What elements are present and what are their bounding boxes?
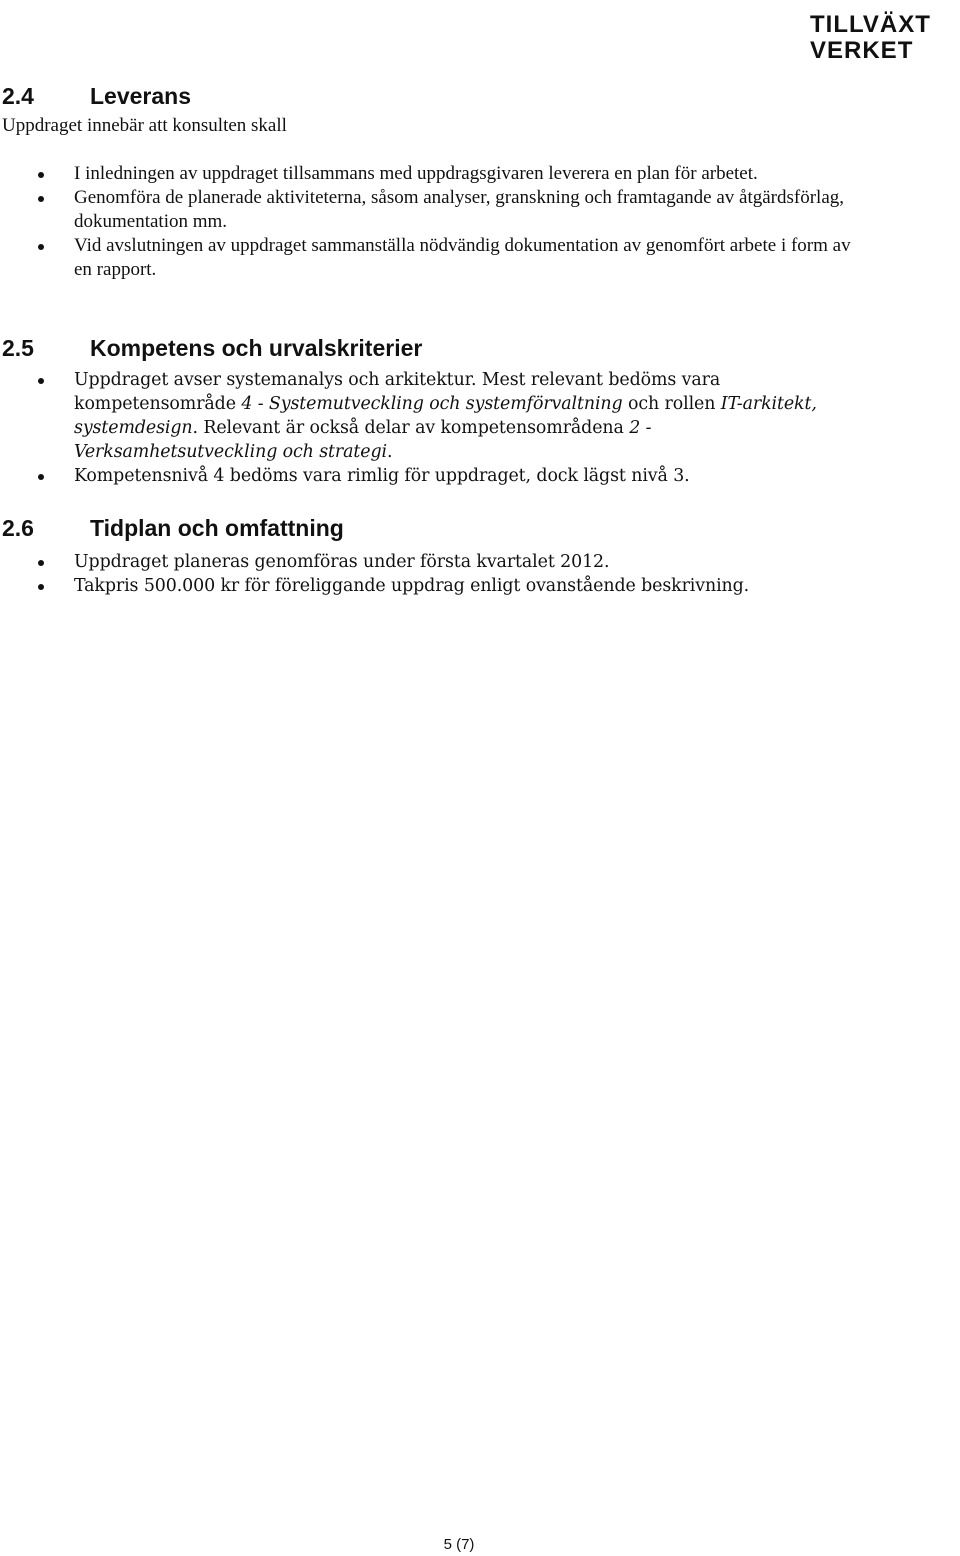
bullet-icon xyxy=(38,474,44,480)
tillvaxtverket-logo xyxy=(806,6,956,62)
list-item: I inledningen av uppdraget tillsammans med uppdragsgivaren leverera en plan för arbetet. xyxy=(0,162,854,186)
bullet-list-leverans xyxy=(0,162,854,282)
section-intro: Uppdraget innebär att konsulten skall xyxy=(2,115,287,136)
page-number: 5 (7) xyxy=(443,1536,475,1553)
section-heading-2-4 xyxy=(0,82,191,110)
bullet-icon xyxy=(38,196,44,202)
bullet-list-tidplan xyxy=(0,550,854,598)
list-item: Vid avslutningen av uppdraget sammanställa nödvändig dokumentation av genomfört arbete i form av en rapport. xyxy=(0,234,854,282)
section-title: Kompetens och urvalskriterier xyxy=(90,335,423,361)
section-heading-2-5 xyxy=(0,334,422,362)
bullet-icon xyxy=(38,584,44,590)
section-number: 2.5 xyxy=(2,335,34,361)
logo-line2: VERKET xyxy=(810,37,914,62)
logo-line1: TILLVÄXT xyxy=(810,11,931,38)
list-item: Uppdraget avser systemanalys och arkitektur. Mest relevant bedöms vara kompetensområde 4 - Systemutveckling och systemförvaltning och rollen IT-arkitekt, systemdesign. Relevant är också delar av kompetensområdena 2 - Verksamhetsutveckling och strategi. xyxy=(0,368,854,464)
list-item: Takpris 500.000 kr för föreliggande uppdrag enligt ovanstående beskrivning. xyxy=(0,574,854,598)
section-heading-2-6 xyxy=(0,514,344,542)
section-number: 2.6 xyxy=(2,515,34,541)
bullet-icon xyxy=(38,560,44,566)
bullet-icon xyxy=(38,244,44,250)
list-item: Uppdraget planeras genomföras under första kvartalet 2012. xyxy=(0,550,854,574)
list-item: Kompetensnivå 4 bedöms vara rimlig för uppdraget, dock lägst nivå 3. xyxy=(0,464,854,488)
bullet-list-kompetens xyxy=(0,368,854,488)
section-title: Leverans xyxy=(90,83,192,109)
section-number: 2.4 xyxy=(2,83,34,109)
bullet-icon xyxy=(38,378,44,384)
bullet-icon xyxy=(38,172,44,178)
section-title: Tidplan och omfattning xyxy=(90,515,344,541)
list-item: Genomföra de planerade aktiviteterna, såsom analyser, granskning och framtagande av åtgärdsförlag, dokumentation mm. xyxy=(0,186,854,234)
